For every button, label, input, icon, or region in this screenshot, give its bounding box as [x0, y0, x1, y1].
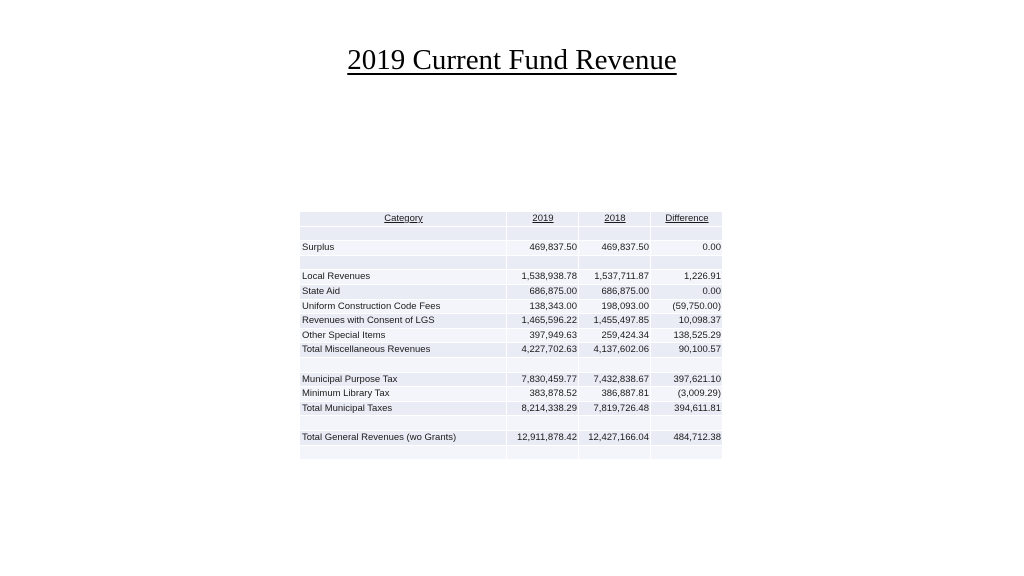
- difference-cell: [651, 227, 722, 242]
- difference-cell: 1,226.91: [651, 270, 722, 285]
- value-2018-cell: [579, 256, 651, 271]
- value-2018-cell: [579, 416, 651, 431]
- category-cell: Minimum Library Tax: [300, 387, 507, 402]
- value-2018-cell: 259,424.34: [579, 329, 651, 344]
- header-2019: 2019: [507, 212, 579, 227]
- value-2018-cell: 469,837.50: [579, 241, 651, 256]
- table-spacer-row: [300, 256, 722, 271]
- revenue-table: [300, 212, 722, 460]
- difference-cell: 138,525.29: [651, 329, 722, 344]
- value-2019-cell: 383,878.52: [507, 387, 579, 402]
- value-2018-cell: 686,875.00: [579, 285, 651, 300]
- category-cell: Uniform Construction Code Fees: [300, 300, 507, 315]
- category-cell: [300, 227, 507, 242]
- table-row: [300, 343, 722, 358]
- difference-cell: 397,621.10: [651, 373, 722, 388]
- value-2018-cell: 12,427,166.04: [579, 431, 651, 446]
- category-cell: [300, 358, 507, 373]
- table-row: [300, 373, 722, 388]
- value-2018-cell: 1,537,711.87: [579, 270, 651, 285]
- category-cell: Local Revenues: [300, 270, 507, 285]
- slide-title: 2019 Current Fund Revenue: [347, 44, 677, 76]
- category-cell: Surplus: [300, 241, 507, 256]
- difference-cell: 90,100.57: [651, 343, 722, 358]
- table-row: [300, 285, 722, 300]
- category-cell: [300, 416, 507, 431]
- value-2019-cell: 397,949.63: [507, 329, 579, 344]
- value-2018-cell: [579, 227, 651, 242]
- table-header-row: [300, 212, 722, 227]
- category-cell: Revenues with Consent of LGS: [300, 314, 507, 329]
- value-2018-cell: 1,455,497.85: [579, 314, 651, 329]
- value-2019-cell: 138,343.00: [507, 300, 579, 315]
- value-2018-cell: 4,137,602.06: [579, 343, 651, 358]
- difference-cell: [651, 416, 722, 431]
- header-category: Category: [300, 212, 507, 227]
- table-spacer-row: [300, 227, 722, 242]
- value-2019-cell: 4,227,702.63: [507, 343, 579, 358]
- value-2018-cell: 198,093.00: [579, 300, 651, 315]
- value-2019-cell: [507, 358, 579, 373]
- table-row: [300, 270, 722, 285]
- value-2019-cell: 1,538,938.78: [507, 270, 579, 285]
- table-row: [300, 329, 722, 344]
- value-2018-cell: 7,819,726.48: [579, 402, 651, 417]
- value-2019-cell: 7,830,459.77: [507, 373, 579, 388]
- value-2019-cell: [507, 227, 579, 242]
- value-2018-cell: 386,887.81: [579, 387, 651, 402]
- table-row: [300, 241, 722, 256]
- header-2018: 2018: [579, 212, 651, 227]
- difference-cell: [651, 358, 722, 373]
- category-cell: Other Special Items: [300, 329, 507, 344]
- category-cell: Total Miscellaneous Revenues: [300, 343, 507, 358]
- difference-cell: [651, 256, 722, 271]
- table-row: [300, 387, 722, 402]
- category-cell: [300, 256, 507, 271]
- table-row: [300, 314, 722, 329]
- table-row: [300, 431, 722, 446]
- value-2019-cell: 469,837.50: [507, 241, 579, 256]
- table-row: [300, 402, 722, 417]
- difference-cell: 394,611.81: [651, 402, 722, 417]
- table-spacer-row: [300, 416, 722, 431]
- revenue-table-body: [300, 227, 722, 461]
- value-2019-cell: 1,465,596.22: [507, 314, 579, 329]
- category-cell: Municipal Purpose Tax: [300, 373, 507, 388]
- difference-cell: 0.00: [651, 285, 722, 300]
- value-2018-cell: 7,432,838.67: [579, 373, 651, 388]
- difference-cell: (3,009.29): [651, 387, 722, 402]
- revenue-table-container: [300, 212, 722, 460]
- table-spacer-row: [300, 358, 722, 373]
- value-2019-cell: [507, 446, 579, 461]
- value-2018-cell: [579, 446, 651, 461]
- value-2018-cell: [579, 358, 651, 373]
- category-cell: State Aid: [300, 285, 507, 300]
- category-cell: [300, 446, 507, 461]
- table-spacer-row: [300, 446, 722, 461]
- header-difference: Difference: [651, 212, 722, 227]
- difference-cell: (59,750.00): [651, 300, 722, 315]
- value-2019-cell: 12,911,878.42: [507, 431, 579, 446]
- difference-cell: 10,098.37: [651, 314, 722, 329]
- difference-cell: 484,712.38: [651, 431, 722, 446]
- category-cell: Total General Revenues (wo Grants): [300, 431, 507, 446]
- value-2019-cell: 8,214,338.29: [507, 402, 579, 417]
- table-row: [300, 300, 722, 315]
- difference-cell: [651, 446, 722, 461]
- difference-cell: 0.00: [651, 241, 722, 256]
- value-2019-cell: [507, 416, 579, 431]
- value-2019-cell: [507, 256, 579, 271]
- value-2019-cell: 686,875.00: [507, 285, 579, 300]
- category-cell: Total Municipal Taxes: [300, 402, 507, 417]
